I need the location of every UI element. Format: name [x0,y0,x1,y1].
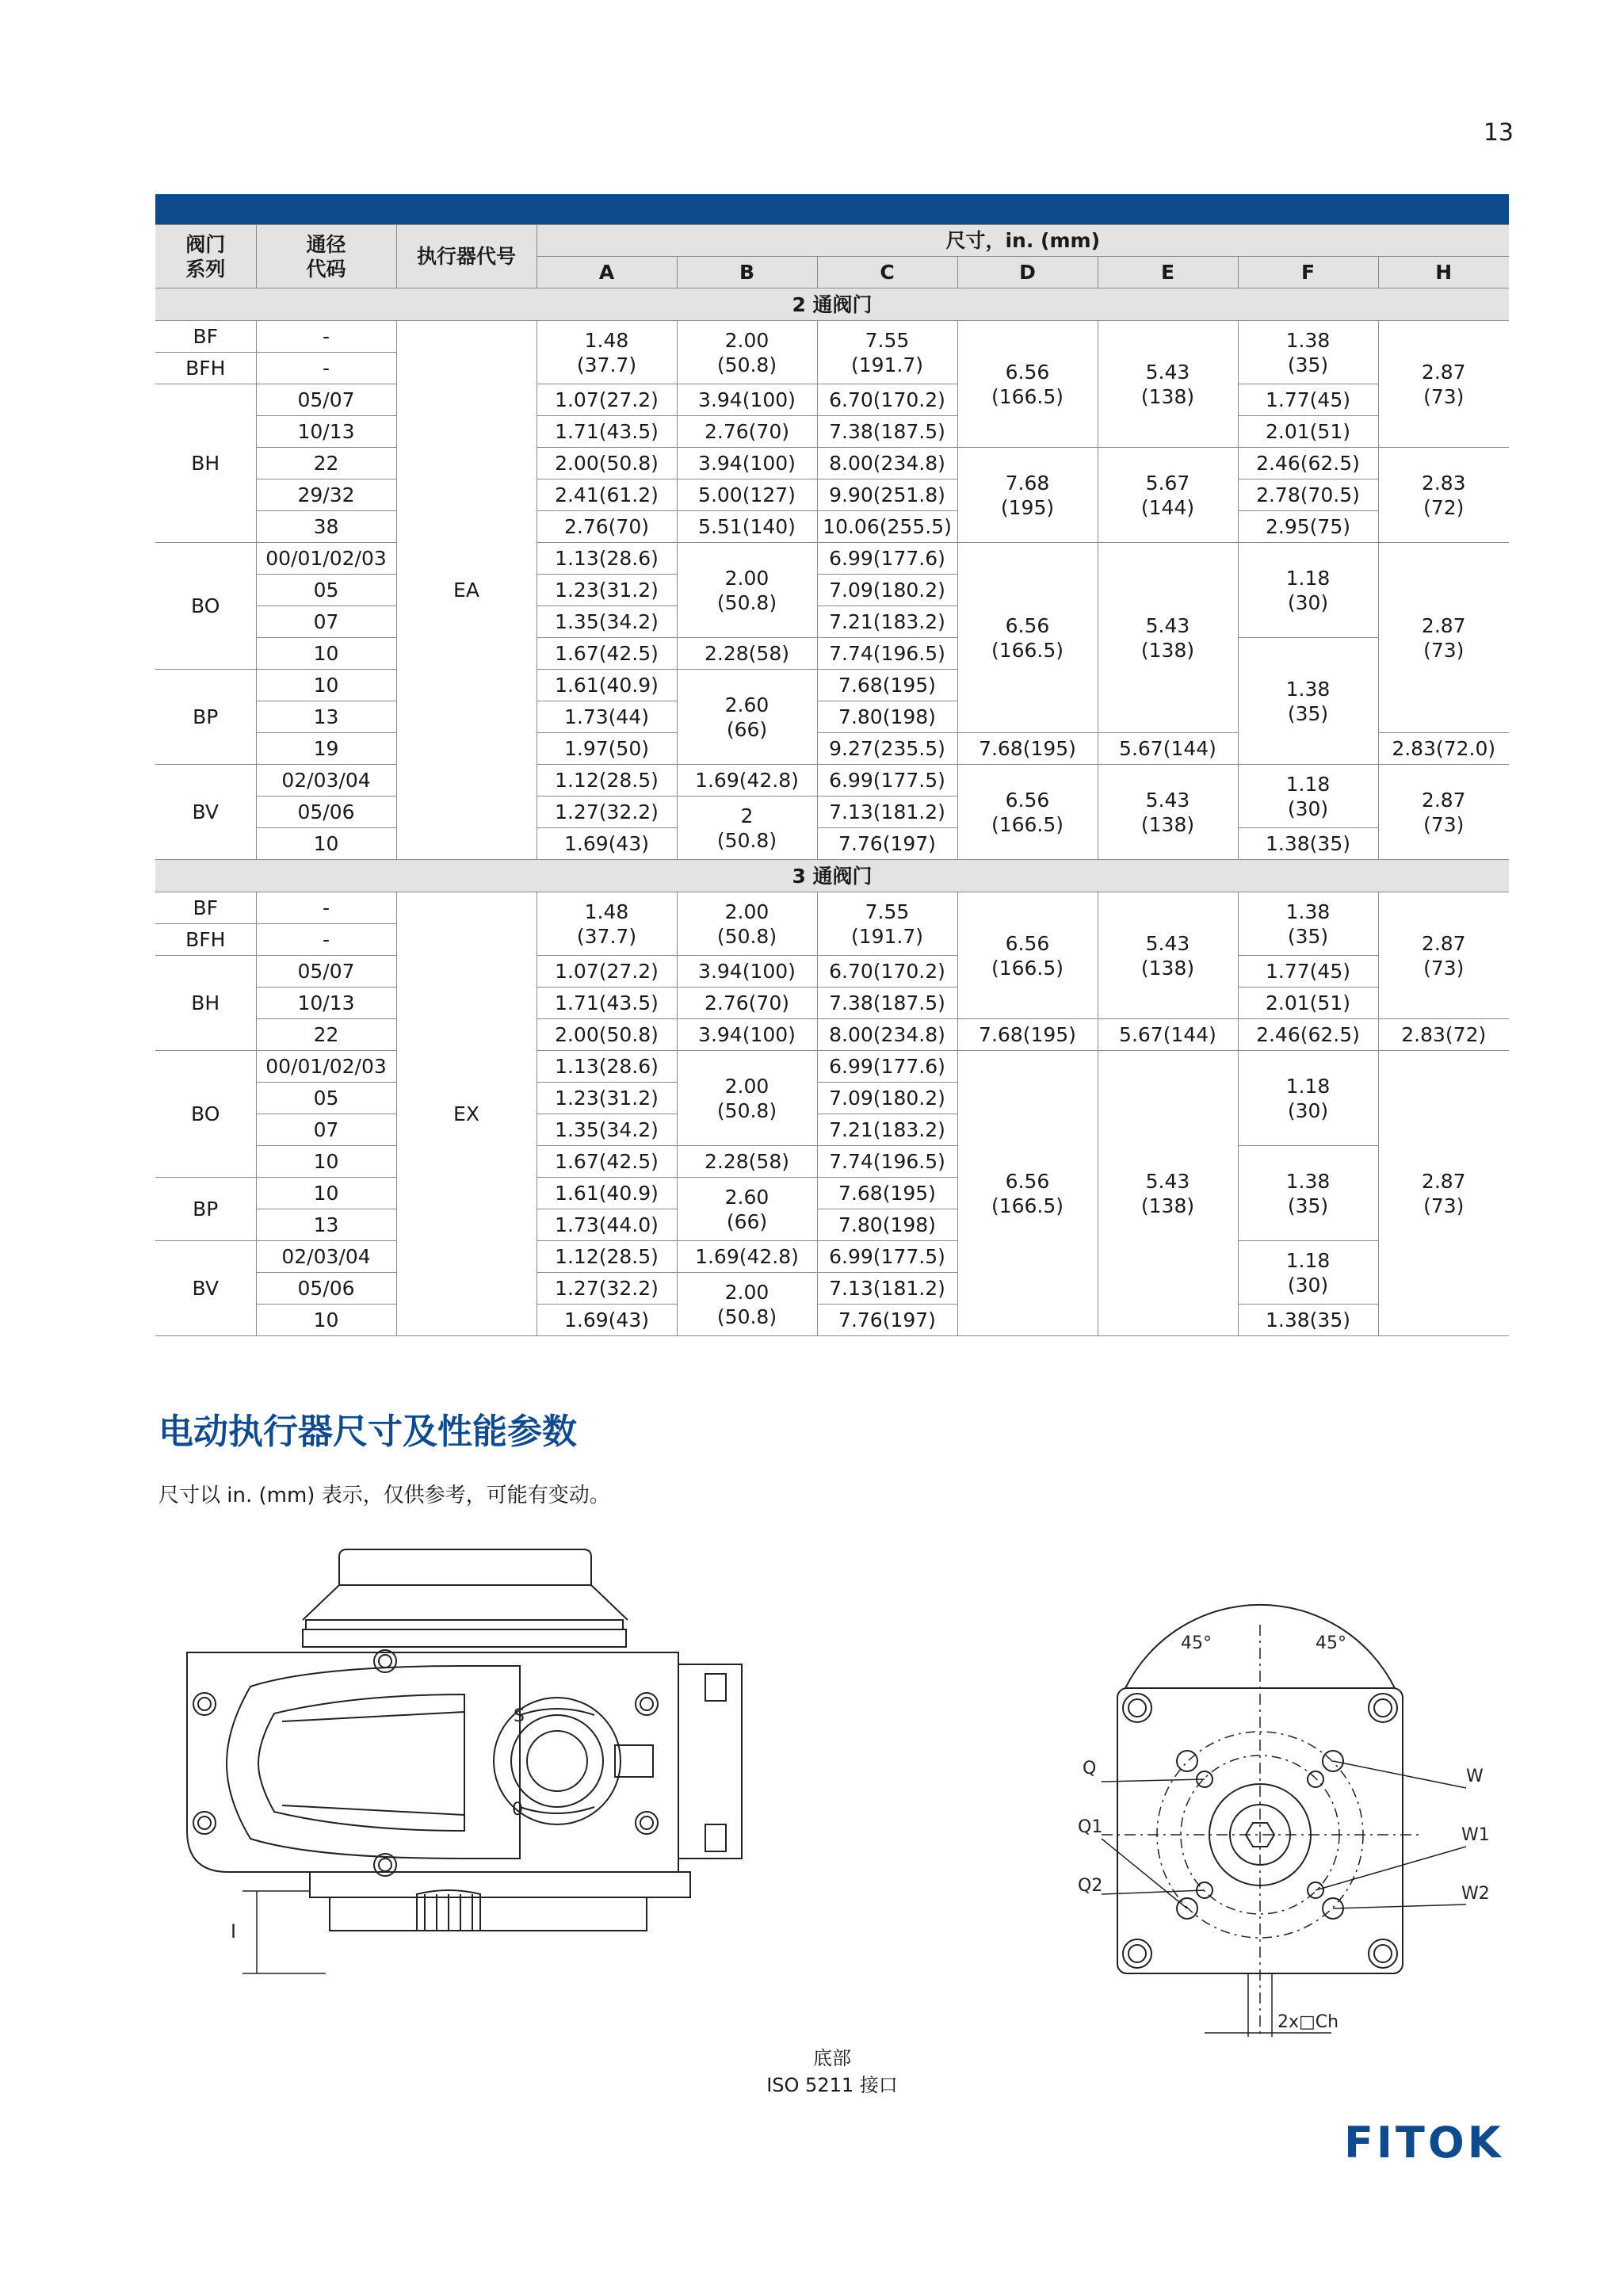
cell-b: 2.00 (50.8) [677,543,817,638]
cell-a: 2.76(70) [537,511,677,543]
cell-b: 1.69(42.8) [677,765,817,797]
cell-f: 1.18 (30) [1238,543,1378,638]
dimension-table [155,224,1509,1336]
cell-h: 2.83 (72) [1378,448,1509,543]
cell-c: 9.27(235.5) [817,733,957,765]
table-row [155,1051,1509,1083]
cell-d: 6.56 (166.5) [957,543,1098,733]
cell-f: 2.46(62.5) [1238,448,1378,479]
cell-b: 2.60 (66) [677,670,817,765]
cell-f: 1.77(45) [1238,384,1378,416]
cell-c: 7.76(197) [817,1305,957,1336]
header-col-h: H [1378,257,1509,288]
caption-line-1: 底部 [813,2047,851,2069]
header-orifice-code: 通径 代码 [256,225,396,288]
cell-a: 1.97(50) [537,733,677,765]
table-row [155,638,1509,670]
cell-b: 3.94(100) [677,384,817,416]
cell-a: 1.61(40.9) [537,670,677,701]
label-q2: Q2 [1078,1876,1103,1896]
series-cell: BFH [155,353,256,384]
series-cell: BF [155,892,256,924]
cell-d: 7.68(195) [957,733,1098,765]
cell-a: 1.67(42.5) [537,638,677,670]
table-row [155,956,1509,988]
series-cell: BFH [155,924,256,956]
cell-f: 1.18 (30) [1238,765,1378,828]
header-col-e: E [1098,257,1238,288]
table-row [155,543,1509,575]
label-q1: Q1 [1078,1817,1103,1837]
cell-c: 6.99(177.5) [817,765,957,797]
cell-e: 5.43 (138) [1098,892,1238,1019]
code-cell: 05 [256,1083,396,1114]
table-row [155,321,1509,353]
cell-a: 1.35(34.2) [537,606,677,638]
table-row [155,479,1509,511]
cell-c: 6.99(177.6) [817,1051,957,1083]
cell-f: 1.18 (30) [1238,1241,1378,1305]
angle-right-label: 45° [1316,1633,1346,1653]
header-col-b: B [677,257,817,288]
cell-b: 2.00 (50.8) [677,1273,817,1336]
angle-left-label: 45° [1181,1633,1212,1653]
cell-a: 2.41(61.2) [537,479,677,511]
section-three-way: 3 通阀门 [155,860,1509,892]
cell-a: 1.73(44.0) [537,1209,677,1241]
cell-d: 7.68(195) [957,1019,1098,1051]
cell-c: 6.70(170.2) [817,384,957,416]
cell-c: 6.99(177.6) [817,543,957,575]
cell-h: 2.87 (73) [1378,321,1509,448]
cell-a: 1.27(32.2) [537,797,677,828]
cell-a: 1.73(44) [537,701,677,733]
table-row [155,765,1509,797]
cell-b: 5.00(127) [677,479,817,511]
code-cell: 10 [256,1146,396,1178]
actuator-cell: EX [396,892,537,1336]
cell-e: 5.67(144) [1098,733,1238,765]
header-col-d: D [957,257,1098,288]
cell-e: 5.67(144) [1098,1019,1238,1051]
cell-c: 8.00(234.8) [817,1019,957,1051]
code-cell: 38 [256,511,396,543]
code-cell: 10/13 [256,988,396,1019]
cell-f: 1.38(35) [1238,828,1378,860]
code-cell: 10 [256,638,396,670]
actuator-top-view-drawing [155,1545,750,2021]
code-cell: 22 [256,1019,396,1051]
section-note: 尺寸以 in. (mm) 表示，仅供参考，可能有变动。 [158,1484,610,1507]
code-cell: 05/07 [256,384,396,416]
header-col-f: F [1238,257,1378,288]
label-w1: W1 [1461,1825,1490,1845]
series-cell: BV [155,765,256,860]
code-cell: 02/03/04 [256,1241,396,1273]
cell-c: 7.13(181.2) [817,797,957,828]
cell-d: 7.68 (195) [957,448,1098,543]
header-dimensions: 尺寸，in. (mm) [537,225,1509,257]
series-cell: BH [155,956,256,1051]
cell-f: 1.77(45) [1238,956,1378,988]
cell-c: 10.06(255.5) [817,511,957,543]
cell-c: 7.21(183.2) [817,606,957,638]
label-ch: 2x□Ch [1277,2012,1339,2032]
cell-a: 2.00(50.8) [537,1019,677,1051]
cell-a: 1.48 (37.7) [537,321,677,384]
cell-a: 1.12(28.5) [537,1241,677,1273]
table-row [155,988,1509,1019]
caption-line-2: ISO 5211 接口 [766,2074,898,2096]
header-valve-series: 阀门 系列 [155,225,256,288]
cell-d: 6.56 (166.5) [957,892,1098,1019]
table-row [155,384,1509,416]
label-s: S [514,1706,525,1726]
table-row [155,1305,1509,1336]
cell-h: 2.87 (73) [1378,543,1509,733]
cell-c: 7.38(187.5) [817,988,957,1019]
code-cell: 13 [256,701,396,733]
cell-h: 2.83(72) [1378,1019,1509,1051]
label-w2: W2 [1461,1884,1490,1904]
cell-a: 1.69(43) [537,828,677,860]
cell-b: 5.51(140) [677,511,817,543]
code-cell: 22 [256,448,396,479]
cell-c: 7.74(196.5) [817,1146,957,1178]
table-row [155,1146,1509,1178]
cell-f: 2.46(62.5) [1238,1019,1378,1051]
code-cell: 07 [256,1114,396,1146]
cell-f: 2.01(51) [1238,416,1378,448]
label-w: W [1466,1767,1484,1786]
cell-f: 1.38 (35) [1238,892,1378,956]
cell-c: 7.80(198) [817,701,957,733]
cell-b: 2.00 (50.8) [677,321,817,384]
cell-d: 6.56 (166.5) [957,321,1098,448]
cell-a: 1.35(34.2) [537,1114,677,1146]
series-cell: BV [155,1241,256,1336]
code-cell: 10/13 [256,416,396,448]
cell-f: 1.38 (35) [1238,1146,1378,1241]
series-cell: BO [155,1051,256,1178]
actuator-cell: EA [396,321,537,860]
cell-c: 7.21(183.2) [817,1114,957,1146]
cell-c: 6.70(170.2) [817,956,957,988]
section-two-way: 2 通阀门 [155,288,1509,321]
table-row [155,1241,1509,1273]
table-row [155,416,1509,448]
cell-a: 1.13(28.6) [537,1051,677,1083]
iso5211-bottom-view-drawing [1070,1593,1514,2045]
cell-f: 2.78(70.5) [1238,479,1378,511]
cell-e: 5.43 (138) [1098,321,1238,448]
code-cell: 29/32 [256,479,396,511]
cell-d: 6.56 (166.5) [957,1051,1098,1336]
code-cell: 10 [256,670,396,701]
code-cell: 10 [256,1305,396,1336]
cell-e: 5.43 (138) [1098,765,1238,860]
cell-a: 1.67(42.5) [537,1146,677,1178]
code-cell: 05 [256,575,396,606]
code-cell: 10 [256,828,396,860]
cell-c: 7.55 (191.7) [817,321,957,384]
table-row [155,828,1509,860]
cell-a: 1.07(27.2) [537,384,677,416]
code-cell: 05/06 [256,797,396,828]
cell-h: 2.87 (73) [1378,892,1509,1019]
header-actuator-code: 执行器代号 [396,225,537,288]
drawing-caption [697,2045,967,2099]
cell-c: 7.55 (191.7) [817,892,957,956]
page-number: 13 [1483,119,1514,147]
code-cell: - [256,892,396,924]
cell-c: 7.74(196.5) [817,638,957,670]
code-cell: 05/07 [256,956,396,988]
code-cell: 13 [256,1209,396,1241]
series-cell: BO [155,543,256,670]
cell-h: 2.87 (73) [1378,765,1509,860]
cell-a: 1.07(27.2) [537,956,677,988]
code-cell: 05/06 [256,1273,396,1305]
code-cell: - [256,353,396,384]
cell-a: 1.27(32.2) [537,1273,677,1305]
cell-c: 7.68(195) [817,1178,957,1209]
table-row [155,448,1509,479]
cell-a: 1.23(31.2) [537,575,677,606]
code-cell: 07 [256,606,396,638]
header-col-c: C [817,257,957,288]
code-cell: - [256,924,396,956]
cell-c: 7.09(180.2) [817,1083,957,1114]
cell-c: 7.68(195) [817,670,957,701]
cell-b: 2.28(58) [677,1146,817,1178]
cell-b: 2.76(70) [677,416,817,448]
cell-b: 2.60 (66) [677,1178,817,1241]
series-cell: BF [155,321,256,353]
cell-c: 6.99(177.5) [817,1241,957,1273]
code-cell: 10 [256,1178,396,1209]
cell-c: 8.00(234.8) [817,448,957,479]
cell-f: 2.95(75) [1238,511,1378,543]
cell-c: 7.80(198) [817,1209,957,1241]
cell-a: 2.00(50.8) [537,448,677,479]
cell-b: 1.69(42.8) [677,1241,817,1273]
cell-d: 6.56 (166.5) [957,765,1098,860]
cell-f: 1.38 (35) [1238,638,1378,765]
cell-b: 2.00 (50.8) [677,1051,817,1146]
cell-b: 3.94(100) [677,448,817,479]
table-row [155,511,1509,543]
cell-e: 5.43 (138) [1098,1051,1238,1336]
label-q: Q [1083,1759,1097,1778]
cell-b: 3.94(100) [677,1019,817,1051]
cell-b: 2.76(70) [677,988,817,1019]
table-row [155,892,1509,924]
cell-a: 1.61(40.9) [537,1178,677,1209]
cell-a: 1.23(31.2) [537,1083,677,1114]
cell-h: 2.83(72.0) [1378,733,1509,765]
cell-f: 2.01(51) [1238,988,1378,1019]
cell-b: 2 (50.8) [677,797,817,860]
cell-a: 1.71(43.5) [537,416,677,448]
series-cell: BH [155,384,256,543]
cell-b: 2.28(58) [677,638,817,670]
code-cell: 00/01/02/03 [256,543,396,575]
cell-f: 1.18 (30) [1238,1051,1378,1146]
cell-a: 1.13(28.6) [537,543,677,575]
fitok-logo: FITOK [1344,2118,1504,2168]
cell-a: 1.48 (37.7) [537,892,677,956]
cell-e: 5.67 (144) [1098,448,1238,543]
code-cell: - [256,321,396,353]
cell-a: 1.71(43.5) [537,988,677,1019]
code-cell: 19 [256,733,396,765]
label-o: 0 [512,1800,523,1820]
cell-b: 3.94(100) [677,956,817,988]
header-col-a: A [537,257,677,288]
section-title: 电动执行器尺寸及性能参数 [158,1412,577,1452]
cell-b: 2.00 (50.8) [677,892,817,956]
series-cell: BP [155,670,256,765]
cell-a: 1.69(43) [537,1305,677,1336]
code-cell: 00/01/02/03 [256,1051,396,1083]
code-cell: 02/03/04 [256,765,396,797]
cell-a: 1.12(28.5) [537,765,677,797]
table-row [155,1019,1509,1051]
cell-c: 7.76(197) [817,828,957,860]
series-cell: BP [155,1178,256,1241]
cell-c: 7.13(181.2) [817,1273,957,1305]
cell-c: 9.90(251.8) [817,479,957,511]
label-i: I [231,1920,237,1943]
cell-c: 7.09(180.2) [817,575,957,606]
table-header-bar [155,194,1509,224]
cell-h: 2.87 (73) [1378,1051,1509,1336]
cell-e: 5.43 (138) [1098,543,1238,733]
cell-f: 1.38 (35) [1238,321,1378,384]
cell-c: 7.38(187.5) [817,416,957,448]
cell-f: 1.38(35) [1238,1305,1378,1336]
